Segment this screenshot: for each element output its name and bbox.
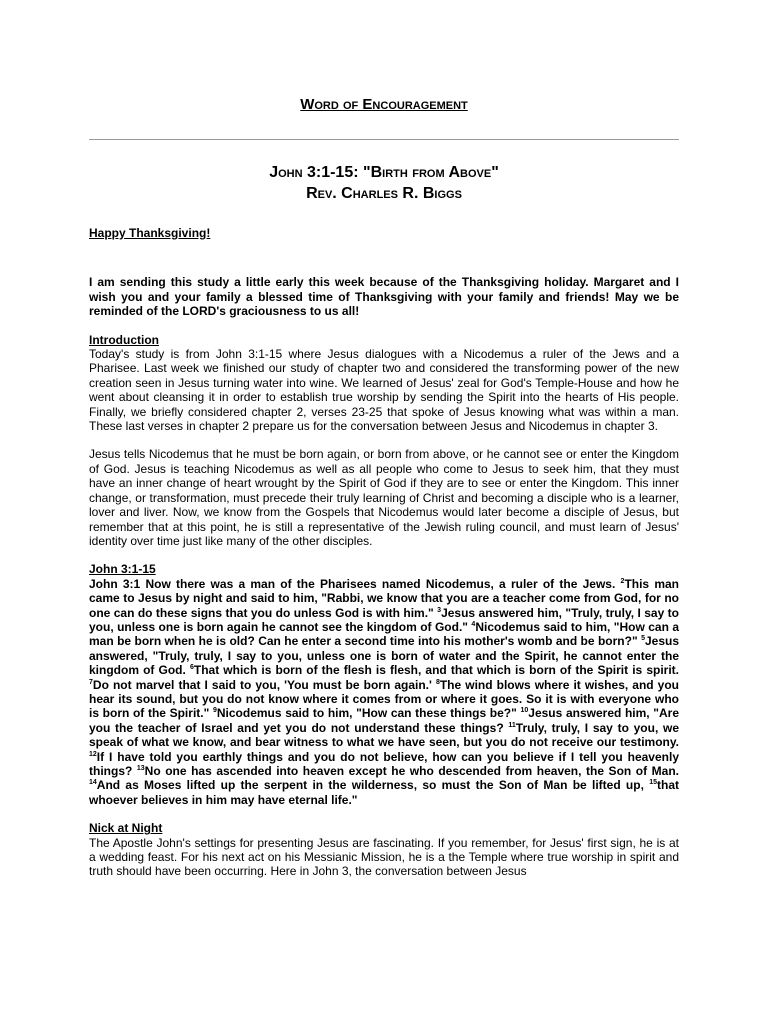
title-block xyxy=(89,162,679,204)
nick-at-night-heading: Nick at Night xyxy=(89,821,163,836)
verse-number: 3 xyxy=(437,606,442,614)
verse-number: 10 xyxy=(520,707,529,715)
verse-text: No one has ascended into heaven except he who descended from heaven, the Son of Man. xyxy=(144,764,679,778)
verse-text: Truly, truly, I say to you, we speak of what we know, and bear witness to what we have seen, but you do not receive our testimony. xyxy=(89,720,680,750)
verse-text: That which is born of the flesh is flesh, and that which is born of the Spirit is spirit. xyxy=(193,663,679,678)
horizontal-rule xyxy=(89,139,679,140)
verse-number: 6 xyxy=(189,664,194,672)
verse-number: 11 xyxy=(508,721,516,729)
verse-number: 8 xyxy=(435,678,440,686)
verse-number: 15 xyxy=(649,779,657,787)
introduction-heading: Introduction xyxy=(89,332,159,347)
verse-text: And as Moses lifted up the serpent in the wilderness, so must the Son of Man be lifted up, xyxy=(96,778,650,793)
verse-text: The wind blows where it wishes, and you hear its sound, but you do not know where it comes from or where it goes. So it is with everyone who is born of the Spirit." xyxy=(89,677,679,721)
verse-text: John 3:1 Now there was a man of the Pharisees named Nicodemus, a ruler of the Jews. xyxy=(89,576,621,591)
author-name: Rev. Charles R. Biggs xyxy=(306,185,462,202)
verse-number: 9 xyxy=(212,707,217,715)
scripture-passage xyxy=(89,577,679,808)
verse-number: 13 xyxy=(136,765,145,772)
verse-text: Do not marvel that I said to you, 'You must be born again.' xyxy=(92,677,436,692)
study-title: John 3:1-15: "Birth from Above" xyxy=(269,164,499,181)
greeting-heading: Happy Thanksgiving! xyxy=(89,226,211,240)
verse-number: 12 xyxy=(89,750,97,758)
verse-text: Jesus answered, "Truly, truly, I say to you, unless one is born of water and the Spirit, he cannot enter the kingdom of God. xyxy=(89,634,679,678)
verse-number: 2 xyxy=(620,577,625,585)
verse-number: 7 xyxy=(89,678,93,686)
introduction-paragraph-2: Jesus tells Nicodemus that he must be born again, or born from above, or he cannot see or enter the Kingdom of God. Jesus is teaching Nicodemus as well as all people who come to Jesus to seek him, that they must have an inner change of heart wrought by the Spirit of God if they are to see or enter the Kingdom. This inner change, or transformation, must precede their truly learning of Christ and becoming a disciple who is a learner, lover and liver. Now, we know from the Gospels that Nicodemus would later become a disciple of Jesus, but remember that at this point, he is still a representative of the Jewish ruling council, and must learn of Jesus' identity over time just like many of the other disciples. xyxy=(89,447,679,548)
verse-number: 14 xyxy=(89,779,97,787)
introduction-paragraph-1: Today's study is from John 3:1-15 where Jesus dialogues with a Nicodemus a ruler of the Jews and a Pharisee. Last week we finished our study of chapter two and considered the transforming power of the new creation seen in Jesus turning water into wine. We learned of Jesus' zeal for God's Temple-House and how he went about cleansing it in order to establish true worship by sending the Spirit into the hearts of His people. Finally, we briefly considered chapter 2, verses 23-25 that spoke of Jesus knowing what was within a man. These last verses in chapter 2 prepare us for the conversation between Jesus and Nicodemus in chapter 3. xyxy=(89,347,679,434)
verse-text: Jesus answered him, "Are you the teacher of Israel and yet you do not understand these things? xyxy=(89,706,679,735)
verse-text: Jesus answered him, "Truly, truly, I say to you, unless one is born again he cannot see the kingdom of God." xyxy=(89,605,680,634)
scripture-heading: John 3:1-15 xyxy=(89,562,156,577)
greeting-text: I am sending this study a little early this week because of the Thanksgiving holiday. Margaret and I wish you and your family a blessed time of Thanksgiving with your family and friends! May we be reminded of the LORD's graciousness to us all! xyxy=(89,275,679,319)
verse-text: Nicodemus said to him, "How can these things be?" xyxy=(216,706,521,721)
document-heading: Word of Encouragement xyxy=(300,96,468,113)
verse-text: If I have told you earthly things and you do not believe, how can you believe if I tell you heavenly things? xyxy=(89,749,679,778)
verse-text: that whoever believes in him may have eternal life." xyxy=(89,778,679,807)
nick-at-night-text: The Apostle John's settings for presenting Jesus are fascinating. If you remember, for Jesus' first sign, he is at a wedding feast. For his next act on his Messianic Mission, he is a the Temple where true worship in spirit and truth should have been occurring. Here in John 3, the conversation between Jesus xyxy=(89,835,679,879)
verse-text: Nicodemus said to him, "How can a man be born when he is old? Can he enter a second time into his mother's womb and be born?" xyxy=(89,619,680,649)
verse-number: 4 xyxy=(471,620,476,628)
verse-text: This man came to Jesus by night and said to him, "Rabbi, we know that you are a teacher come from God, for no one can do these signs that you do unless God is with him." xyxy=(89,576,679,620)
verse-number: 5 xyxy=(641,635,645,643)
